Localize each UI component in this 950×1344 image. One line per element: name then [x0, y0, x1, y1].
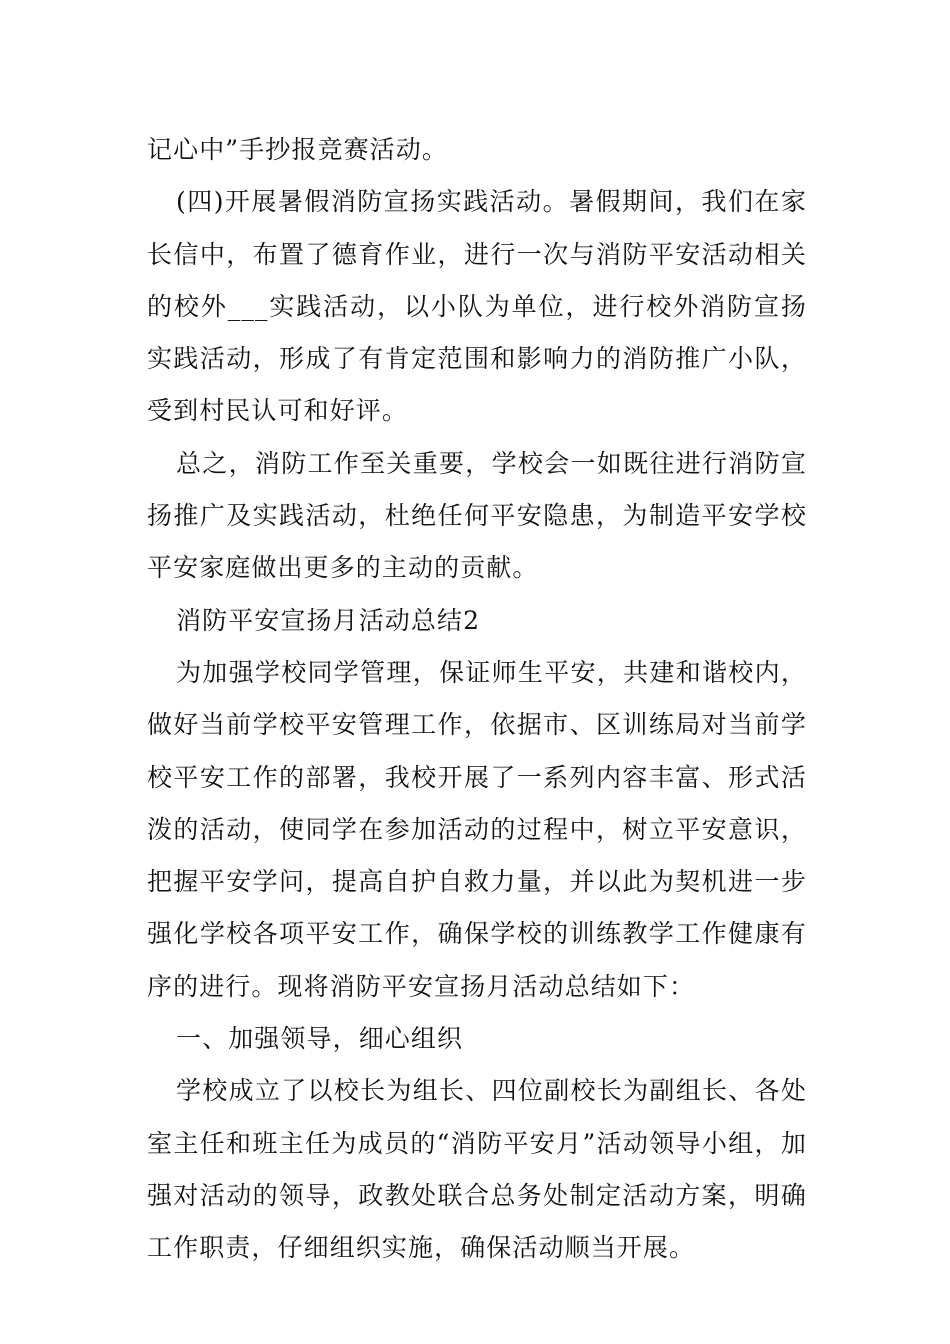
paragraph-continuation: 记心中”手抄报竞赛活动。 [147, 135, 448, 164]
paragraph-summer-activity: (四)开展暑假消防宣扬实践活动。暑假期间，我们在家长信中，布置了德育作业，进行一次与消防平安活动相关的校外___实践活动，以小队为单位，进行校外消防宣扬实践活动，形成了有肯定范围和影响力的消防推广小队，受到村民认可和好评。 [147, 187, 807, 426]
paragraph-conclusion: 总之，消防工作至关重要，学校会一如既往进行消防宣扬推广及实践活动，杜绝任何平安隐患，为制造平安学校平安家庭做出更多的主动的贡献。 [147, 448, 807, 583]
document-body [147, 124, 807, 1275]
paragraph-introduction: 为加强学校同学管理，保证师生平安，共建和谐校内，做好当前学校平安管理工作，依据市、区训练局对当前学校平安工作的部署，我校开展了一系列内容丰富、形式活泼的活动，使同学在参加活动的过程中，树立平安意识，把握平安学问，提高自护自救力量，并以此为契机进一步强化学校各项平安工作，确保学校的训练教学工作健康有序的进行。现将消防平安宣扬月活动总结如下： [147, 657, 807, 1001]
paragraph-leadership-group: 学校成立了以校长为组长、四位副校长为副组长、各处室主任和班主任为成员的“消防平安月”活动领导小组，加强对活动的领导，政教处联合总务处制定活动方案，明确工作职责，仔细组织实施，确保活动顺当开展。 [147, 1076, 807, 1263]
section-heading-summary-2: 消防平安宣扬月活动总结2 [176, 605, 481, 635]
subheading-leadership: 一、加强领导，细心组织 [176, 1024, 464, 1054]
